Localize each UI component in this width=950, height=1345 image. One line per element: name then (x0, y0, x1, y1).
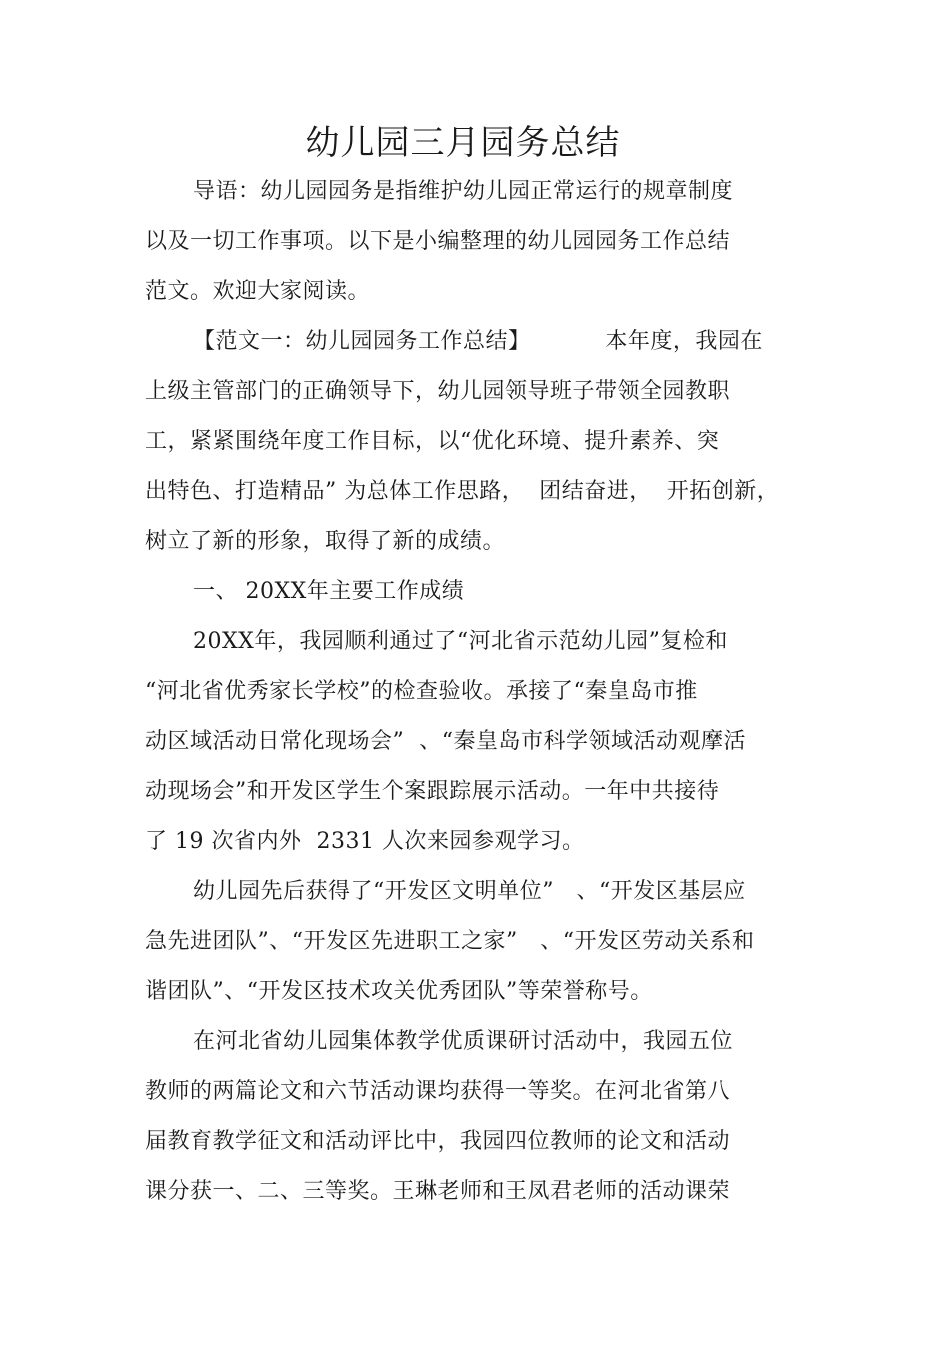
paragraph-line: 动现场会”和开发区学生个案跟踪展示活动。一年中共接待 (145, 779, 720, 804)
paragraph-line: 导语：幼儿园园务是指维护幼儿园正常运行的规章制度 (193, 179, 734, 204)
paragraph-line: 出特色、打造精品” 为总体工作思路， 团结奋进， 开拓创新， (145, 479, 780, 504)
paragraph-line: 在河北省幼儿园集体教学优质课研讨活动中，我园五位 (193, 1029, 734, 1054)
paragraph-line: 20XX年，我园顺利通过了“河北省示范幼儿园”复检和 (193, 629, 728, 654)
paragraph-line: 了 19 次省内外 2331 人次来园参观学习。 (145, 829, 585, 854)
paragraph-line: 【范文一：幼儿园园务工作总结】 本年度，我园在 (193, 329, 763, 354)
paragraph-line: 以及一切工作事项。以下是小编整理的幼儿园园务工作总结 (145, 229, 731, 254)
paragraph-line: 上级主管部门的正确领导下，幼儿园领导班子带领全园教职 (145, 379, 731, 404)
document-title: 幼儿园三月园务总结 (305, 123, 621, 163)
paragraph-line: 课分获一、二、三等奖。王琳老师和王凤君老师的活动课荣 (145, 1179, 731, 1204)
paragraph-line: 急先进团队”、“开发区先进职工之家” 、“开发区劳动关系和 (145, 929, 755, 954)
paragraph-line: 动区域活动日常化现场会” 、“秦皇岛市科学领域活动观摩活 (145, 729, 746, 754)
paragraph-line: 工，紧紧围绕年度工作目标，以“优化环境、提升素养、突 (145, 429, 720, 454)
paragraph-line: 教师的两篇论文和六节活动课均获得一等奖。在河北省第八 (145, 1079, 731, 1104)
section-heading: 一、 20XX年主要工作成绩 (193, 579, 465, 604)
paragraph-line: 范文。欢迎大家阅读。 (145, 279, 371, 304)
paragraph-line: “河北省优秀家长学校”的检查验收。承接了“秦皇岛市推 (145, 679, 698, 704)
paragraph-line: 届教育教学征文和活动评比中，我园四位教师的论文和活动 (145, 1129, 731, 1154)
paragraph-line: 谐团队”、“开发区技术攻关优秀团队”等荣誉称号。 (145, 979, 653, 1004)
paragraph-line: 树立了新的形象，取得了新的成绩。 (145, 529, 506, 554)
paragraph-line: 幼儿园先后获得了“开发区文明单位” 、“开发区基层应 (193, 879, 746, 904)
